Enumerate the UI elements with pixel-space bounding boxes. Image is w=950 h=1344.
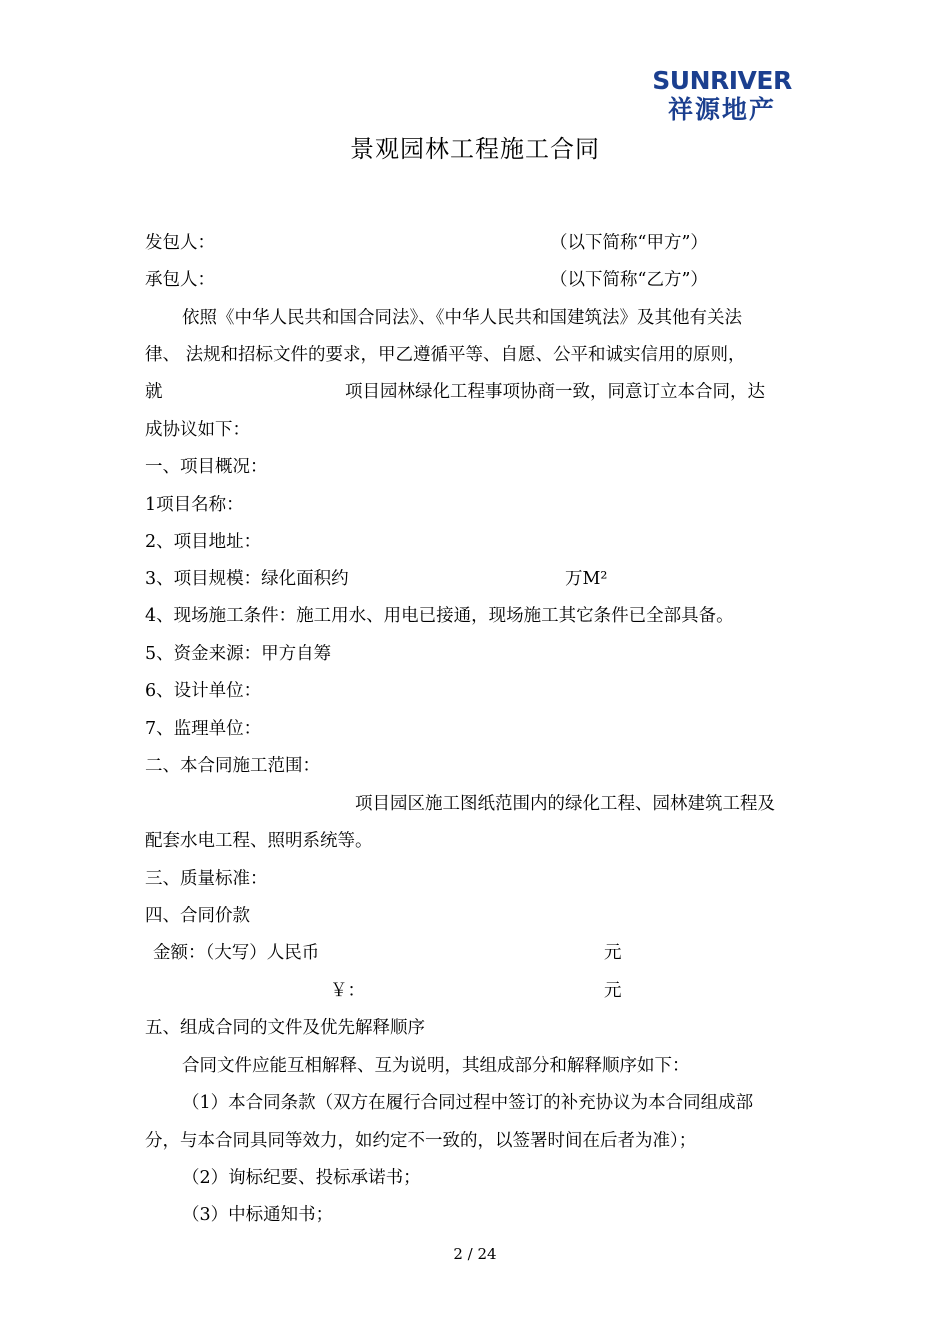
document-item-2: （2）询标纪要、投标承诺书； — [182, 1168, 421, 1188]
supervision-unit-item: 7、监理单位： — [145, 719, 262, 739]
section-3-heading: 三、质量标准： — [145, 869, 268, 889]
party-a-alias: （以下简称“甲方”） — [550, 233, 708, 253]
company-logo — [640, 66, 804, 124]
amount-figures-label: ￥： — [330, 981, 365, 1001]
section-1-heading: 一、项目概况： — [145, 457, 268, 477]
section-5-intro: 合同文件应能互相解释、互为说明，其组成部分和解释顺序如下： — [182, 1056, 690, 1076]
funding-source-item: 5、资金来源：甲方自筹 — [145, 644, 332, 664]
amount-figures-unit: 元 — [604, 981, 622, 1001]
scope-line-1: 项目园区施工图纸范围内的绿化工程、园林建筑工程及 — [355, 794, 775, 814]
design-unit-item: 6、设计单位： — [145, 681, 262, 701]
page-number: 2 / 24 — [453, 1245, 497, 1263]
intro-line-3b: 项目园林绿化工程事项协商一致，同意订立本合同，达 — [345, 382, 765, 402]
scope-line-2: 配套水电工程、照明系统等。 — [145, 831, 373, 851]
document-item-1-line-1: （1）本合同条款（双方在履行合同过程中签订的补充协议为本合同组成部 — [182, 1093, 754, 1113]
intro-line-3a: 就 — [145, 382, 163, 402]
project-address-item: 2、项目地址： — [145, 532, 262, 552]
document-title: 景观园林工程施工合同 — [350, 135, 600, 163]
intro-line-4: 成协议如下： — [145, 420, 250, 440]
document-item-3: （3）中标通知书； — [182, 1205, 334, 1225]
project-scale-item: 3、项目规模：绿化面积约 — [145, 569, 349, 589]
party-b-label: 承包人： — [145, 270, 215, 290]
logo-english-text: SUNRIVER — [652, 66, 792, 95]
amount-words-label: 金额：（大写）人民币 — [153, 943, 320, 963]
party-b-alias: （以下简称“乙方”） — [550, 270, 708, 290]
logo-chinese-text: 祥源地产 — [667, 95, 776, 124]
section-5-heading: 五、组成合同的文件及优先解释顺序 — [145, 1018, 425, 1038]
intro-line-2: 律、 法规和招标文件的要求，甲乙遵循平等、自愿、公平和诚实信用的原则， — [145, 345, 746, 365]
site-conditions-item: 4、现场施工条件：施工用水、用电已接通，现场施工其它条件已全部具备。 — [145, 606, 734, 626]
section-4-heading: 四、合同价款 — [145, 906, 250, 926]
amount-words-unit: 元 — [604, 943, 622, 963]
document-item-1-line-2: 分，与本合同具同等效力，如约定不一致的，以签署时间在后者为准）； — [145, 1131, 697, 1151]
section-2-heading: 二、本合同施工范围： — [145, 756, 320, 776]
party-a-label: 发包人： — [145, 233, 215, 253]
project-name-item: 1项目名称： — [145, 495, 244, 515]
intro-line-1: 依照《中华人民共和国合同法》、《中华人民共和国建筑法》及其他有关法 — [182, 308, 742, 328]
project-scale-unit: 万M² — [565, 569, 608, 589]
